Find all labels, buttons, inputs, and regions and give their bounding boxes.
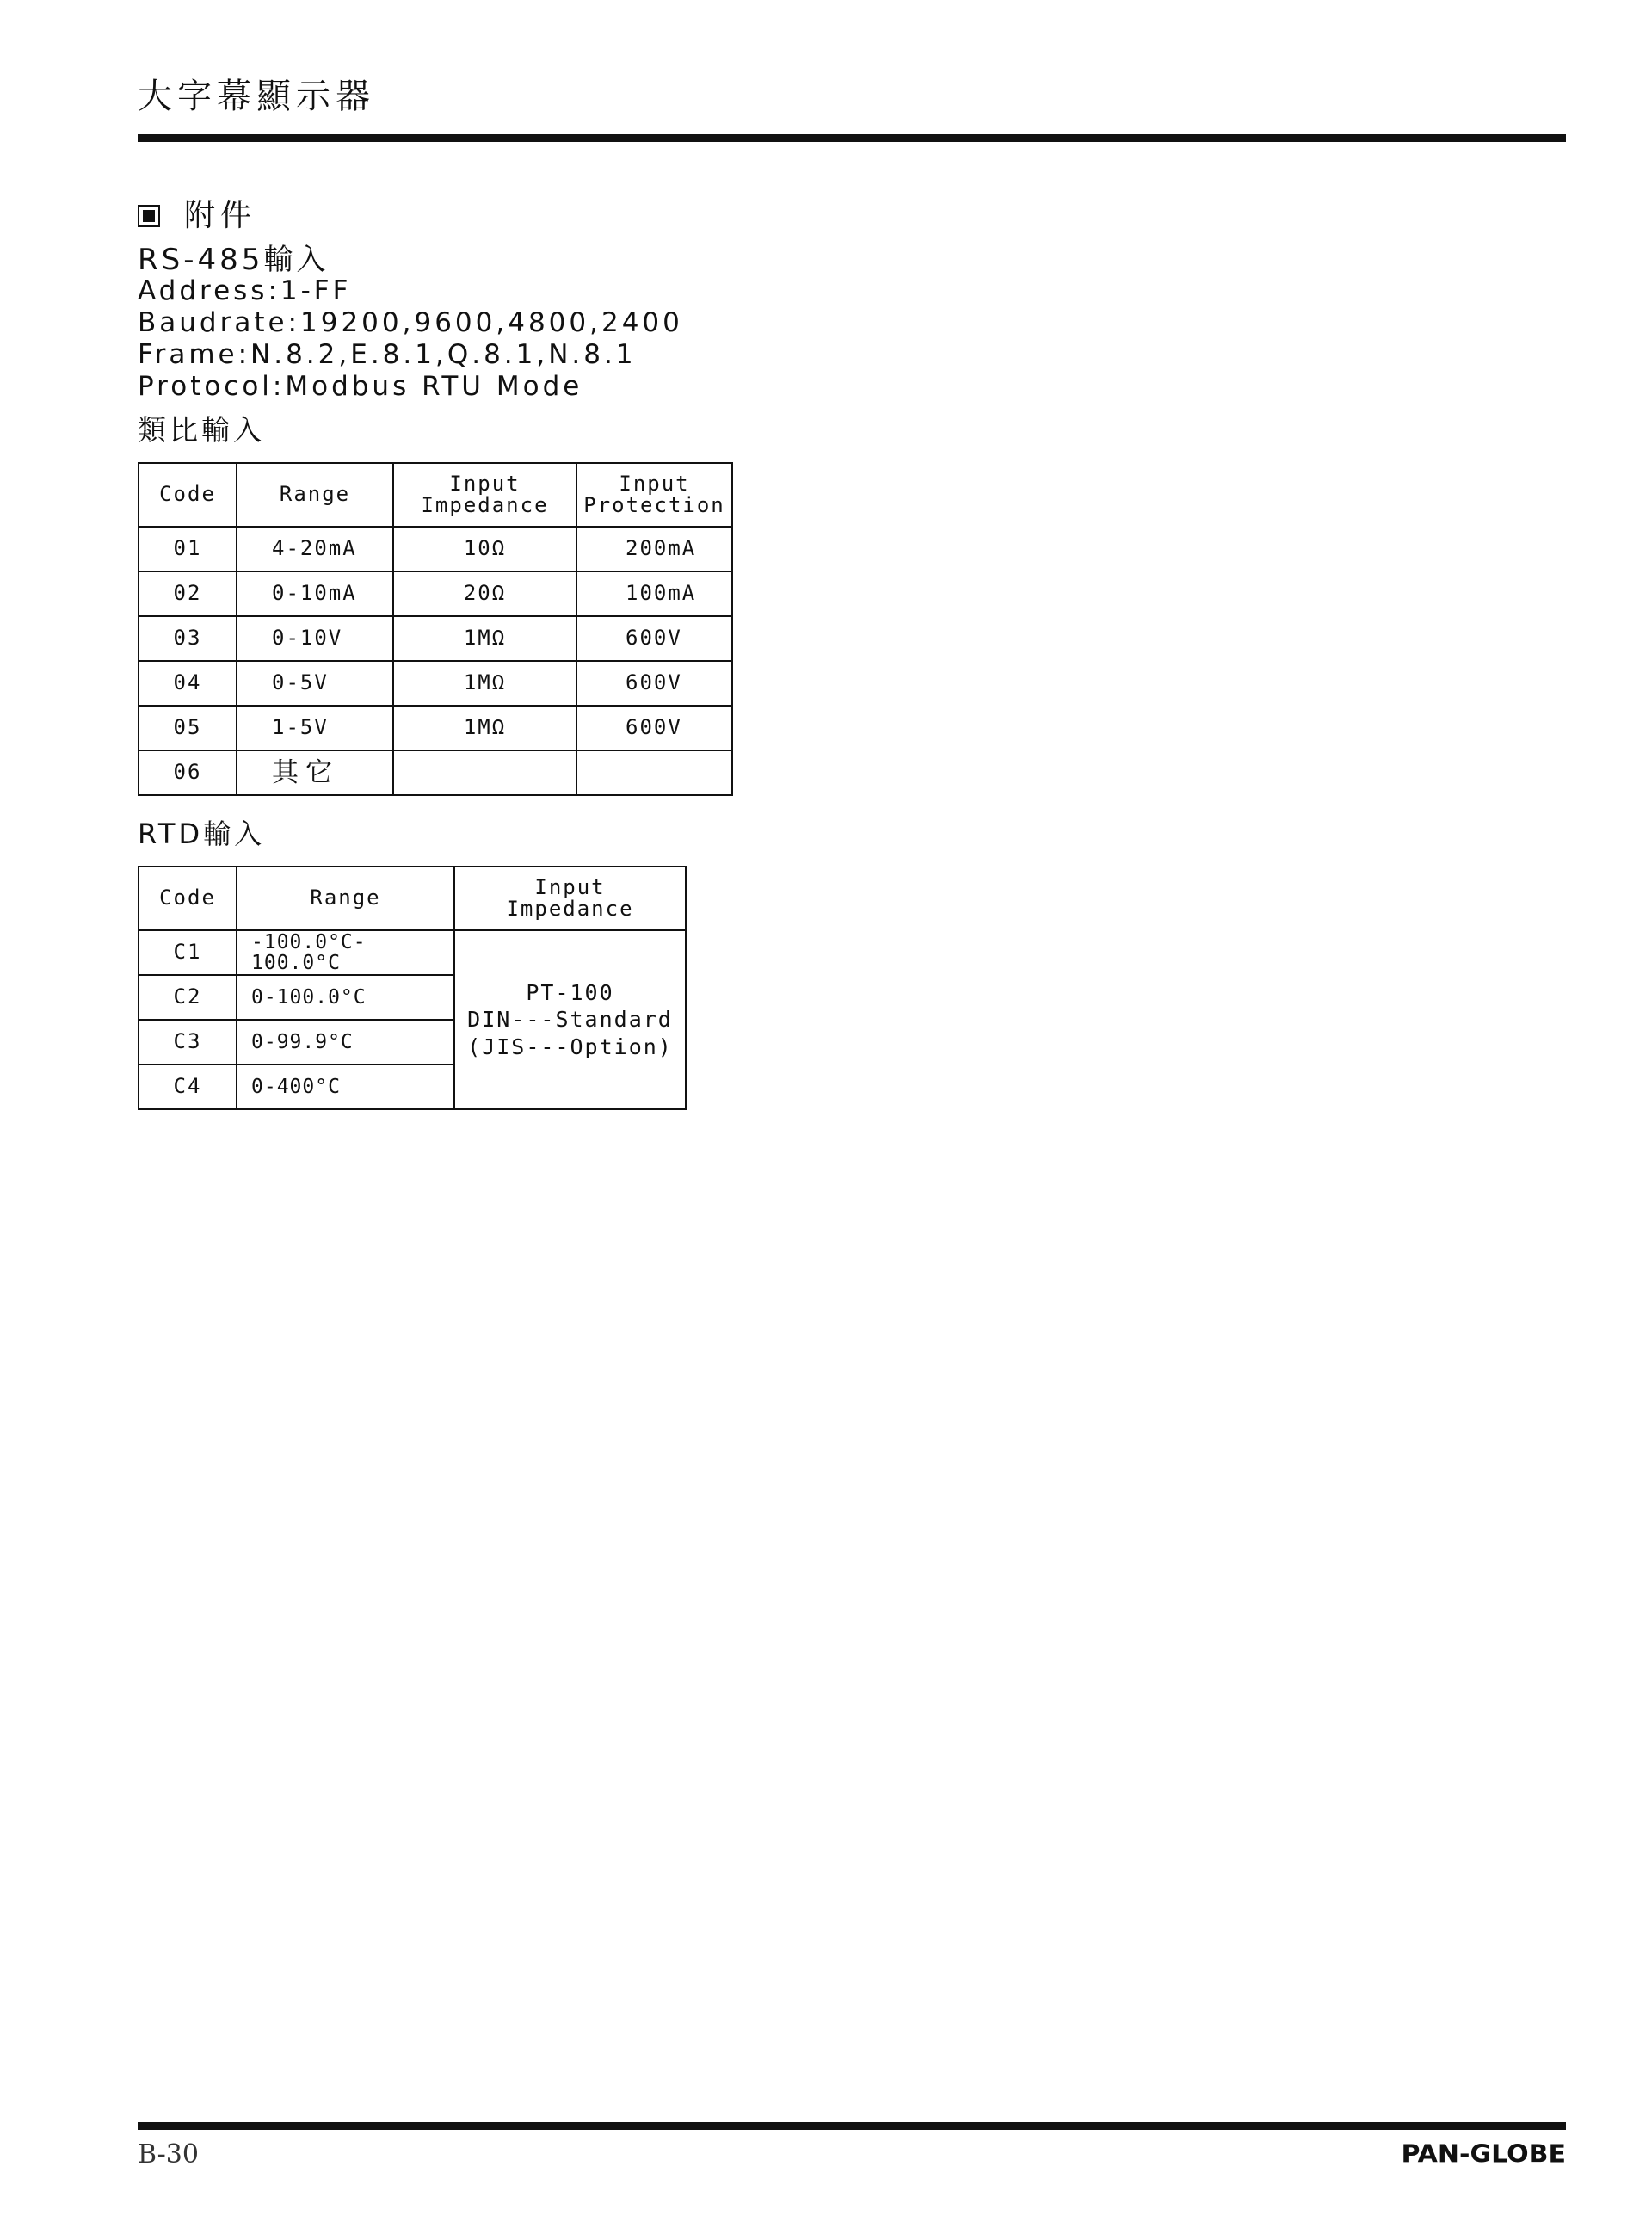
- rs485-protocol: Protocol:Modbus RTU Mode: [138, 371, 583, 402]
- header-impedance-line1: Input: [449, 471, 521, 496]
- header-impedance-line2: Impedance: [506, 897, 634, 921]
- cell-code: 01: [139, 527, 237, 571]
- rs485-baudrate: Baudrate:19200,9600,4800,2400: [138, 307, 683, 338]
- table-row: [139, 750, 732, 795]
- cell-impedance: [393, 750, 576, 795]
- impedance-note-line1: PT-100: [526, 980, 614, 1006]
- table-row: [139, 616, 732, 661]
- header-protection-line1: Input: [619, 471, 690, 496]
- header-impedance-line1: Input: [534, 874, 606, 899]
- section-heading: [138, 198, 257, 233]
- impedance-note-line2: DIN---Standard: [467, 1007, 673, 1033]
- cell-code: C4: [139, 1065, 237, 1109]
- table-row: [139, 706, 732, 750]
- cell-code: 02: [139, 571, 237, 616]
- page-title: 大字幕顯示器: [138, 77, 375, 116]
- cell-range: 0-10V: [237, 616, 393, 661]
- header-protection-line2: Protection: [583, 493, 725, 517]
- table-row: [139, 571, 732, 616]
- cell-range: 0-100.0°C: [237, 975, 454, 1020]
- analog-heading: 類比輸入: [138, 413, 265, 447]
- cell-code: 05: [139, 706, 237, 750]
- top-rule: [138, 134, 1566, 142]
- header-impedance-line2: Impedance: [421, 493, 549, 517]
- cell-impedance: 1MΩ: [393, 616, 576, 661]
- cell-range: -100.0°C-100.0°C: [237, 930, 454, 975]
- square-bullet-icon: [138, 205, 160, 227]
- header-code: Code: [139, 463, 237, 527]
- cell-impedance: 1MΩ: [393, 706, 576, 750]
- cell-range: 4-20mA: [237, 527, 393, 571]
- table-header-row: [139, 463, 732, 527]
- rtd-input-table: [138, 866, 687, 1110]
- header-protection: [576, 463, 732, 527]
- header-impedance: [454, 867, 686, 930]
- brand-logo: PAN-GLOBE: [1401, 2139, 1566, 2169]
- cell-code: C3: [139, 1020, 237, 1065]
- cell-protection: 600V: [576, 706, 732, 750]
- cell-protection: 600V: [576, 616, 732, 661]
- cell-protection: 100mA: [576, 571, 732, 616]
- cell-code: C1: [139, 930, 237, 975]
- header-code: Code: [139, 867, 237, 930]
- rs485-address: Address:1-FF: [138, 275, 352, 306]
- cell-impedance: 20Ω: [393, 571, 576, 616]
- cell-impedance: 1MΩ: [393, 661, 576, 706]
- header-range: Range: [237, 463, 393, 527]
- cell-range: 0-5V: [237, 661, 393, 706]
- cell-protection: 200mA: [576, 527, 732, 571]
- cell-range: 其它: [237, 750, 393, 795]
- rs485-heading: RS-485輸入: [138, 243, 330, 277]
- page-number: B-30: [138, 2139, 199, 2169]
- cell-range: 0-10mA: [237, 571, 393, 616]
- analog-input-table: [138, 462, 733, 796]
- rs485-frame: Frame:N.8.2,E.8.1,Q.8.1,N.8.1: [138, 339, 637, 370]
- cell-code: 04: [139, 661, 237, 706]
- cell-range: 1-5V: [237, 706, 393, 750]
- cell-impedance-merged: [454, 930, 686, 1109]
- table-row: [139, 661, 732, 706]
- cell-range: 0-99.9°C: [237, 1020, 454, 1065]
- impedance-note-line3: (JIS---Option): [467, 1034, 673, 1059]
- cell-protection: 600V: [576, 661, 732, 706]
- header-range: Range: [237, 867, 454, 930]
- cell-impedance: 10Ω: [393, 527, 576, 571]
- table-header-row: [139, 867, 686, 930]
- table-row: [139, 527, 732, 571]
- bottom-rule: [138, 2122, 1566, 2130]
- cell-protection: [576, 750, 732, 795]
- cell-range: 0-400°C: [237, 1065, 454, 1109]
- cell-code: 06: [139, 750, 237, 795]
- cell-code: 03: [139, 616, 237, 661]
- section-title: 附件: [184, 198, 257, 233]
- rtd-heading: RTD輸入: [138, 818, 266, 850]
- table-row: [139, 930, 686, 975]
- header-impedance: [393, 463, 576, 527]
- cell-code: C2: [139, 975, 237, 1020]
